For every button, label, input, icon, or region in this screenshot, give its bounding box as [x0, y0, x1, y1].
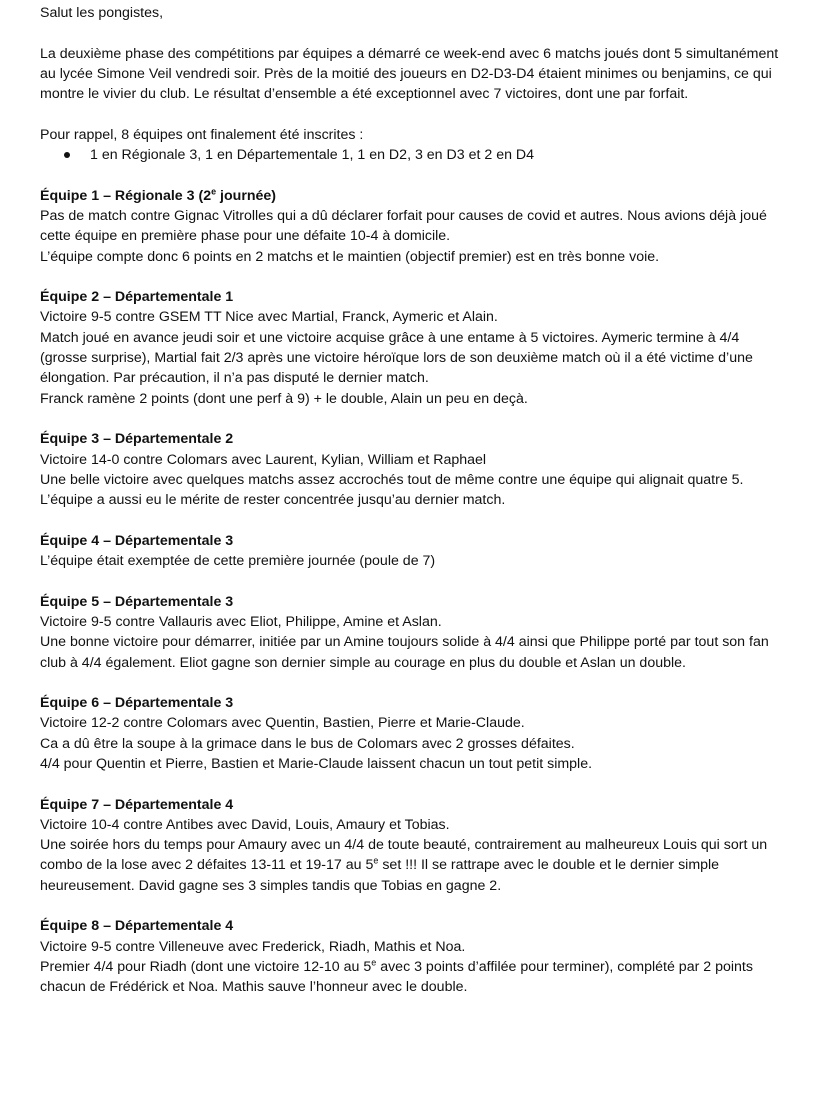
team-8-line: Victoire 9-5 contre Villeneuve avec Frederick, Riadh, Mathis et Noa. — [40, 938, 466, 955]
team-3-line: Victoire 14-0 contre Colomars avec Laurent, Kylian, William et Raphael — [40, 451, 487, 468]
team-1-heading-tail: journée) — [216, 187, 277, 204]
team-2-line: Franck ramène 2 points (dont une perf à 9) + le double, Alain un peu en deçà. — [40, 390, 528, 407]
team-4-line: L’équipe était exemptée de cette première journée (poule de 7) — [40, 553, 436, 570]
bullet-icon — [64, 152, 70, 158]
spacer — [40, 23, 785, 43]
team-2-line: Match joué en avance jeudi soir et une victoire acquise grâce à une entame à 5 victoires. Aymeric termine à 4/4 (grosse surprise), Martial fait 2/3 après une victoire héroïque lors de son deuxième match où il a été victime d’une élongation. Par précaution, il n’a pas disputé le dernier match. — [40, 329, 753, 387]
intro-paragraph: La deuxième phase des compétitions par équipes a démarré ce week-end avec 6 matchs joués dont 5 simultanément au lycée Simone Veil vendredi soir. Près de la moitié des joueurs en D2-D3-D4 étaient minimes ou benjamins, ce qui montre le vivier du club. Le résultat d’ensemble a été exceptionnel avec 7 victoires, dont une par forfait. — [40, 45, 779, 103]
spacer — [40, 165, 785, 185]
team-3-line: Une belle victoire avec quelques matchs assez accrochés tout de même contre une équipe qui alignait quatre 5. L’équipe a aussi eu le mérite de rester concentrée jusqu’au dernier match. — [40, 471, 744, 509]
spacer — [40, 267, 785, 287]
team-8-rich-after: avec 3 points d’affilée pour terminer), complété par 2 points chacun de Frédérick et Noa. Mathis sauve l’honneur avec le double. — [40, 958, 753, 996]
spacer — [40, 774, 785, 794]
team-6-line: Victoire 12-2 contre Colomars avec Quentin, Bastien, Pierre et Marie-Claude. — [40, 715, 525, 732]
team-7-rich-line — [40, 835, 785, 896]
team-8-rich-line — [40, 957, 785, 998]
list-item — [64, 145, 785, 165]
spacer — [40, 673, 785, 693]
reminder-list — [40, 145, 785, 165]
team-1-line: L’équipe compte donc 6 points en 2 matchs et le maintien (objectif premier) est en très bonne voie. — [40, 248, 660, 265]
team-6-line: 4/4 pour Quentin et Pierre, Bastien et Marie-Claude laissent chacun un tout petit simple. — [40, 755, 593, 772]
spacer — [40, 510, 785, 530]
team-8-rich-sup: e — [371, 957, 377, 968]
team-2-heading: Équipe 2 – Départementale 1 — [40, 289, 234, 306]
spacer — [40, 896, 785, 916]
team-1-heading-sup: e — [211, 185, 217, 196]
team-3-heading: Équipe 3 – Départementale 2 — [40, 431, 234, 448]
team-7-rich-after: set !!! Il se rattrape avec le double et le dernier simple heureusement. David gagne ses 3 simples tandis que Tobias en gagne 2. — [40, 857, 720, 894]
team-5-line: Une bonne victoire pour démarrer, initiée par un Amine toujours solide à 4/4 ainsi que Philippe porté par tout son fan club à 4/4 également. Eliot gagne son dernier simple au courage en plus du double et Aslan un double. — [40, 634, 769, 671]
spacer — [40, 409, 785, 429]
team-6-heading: Équipe 6 – Départementale 3 — [40, 695, 234, 712]
team-8-heading: Équipe 8 – Départementale 4 — [40, 918, 234, 935]
team-1-line: Pas de match contre Gignac Vitrolles qui a dû déclarer forfait pour causes de covid et autres. Nous avions déjà joué cette équipe en première phase pour une défaite 10-4 à domicile. — [40, 207, 767, 245]
team-5-line: Victoire 9-5 contre Vallauris avec Eliot, Philippe, Amine et Aslan. — [40, 613, 442, 630]
team-4-heading: Équipe 4 – Départementale 3 — [40, 532, 234, 549]
spacer — [40, 571, 785, 591]
team-7-rich-before: Une soirée hors du temps pour Amaury avec un 4/4 de toute beauté, contrairement au malheureux Louis qui sort un combo de la lose avec 2 défaites 13-11 et 19-17 au 5 — [40, 837, 768, 874]
team-1-heading — [40, 186, 785, 206]
team-6-line: Ca a dû être la soupe à la grimace dans le bus de Colomars avec 2 grosses défaites. — [40, 735, 575, 752]
team-7-rich-sup: e — [373, 855, 379, 866]
team-2-line: Victoire 9-5 contre GSEM TT Nice avec Martial, Franck, Aymeric et Alain. — [40, 309, 498, 326]
team-1-heading-main: Équipe 1 – Régionale 3 (2 — [40, 187, 212, 204]
team-5-heading: Équipe 5 – Départementale 3 — [40, 593, 234, 610]
reminder-text: Pour rappel, 8 équipes ont finalement été inscrites : — [40, 126, 364, 143]
team-7-heading: Équipe 7 – Départementale 4 — [40, 796, 234, 813]
greeting: Salut les pongistes, — [40, 5, 164, 21]
team-7-line: Victoire 10-4 contre Antibes avec David, Louis, Amaury et Tobias. — [40, 816, 450, 833]
team-8-rich-before: Premier 4/4 pour Riadh (dont une victoire 12-10 au 5 — [40, 958, 372, 975]
list-item-text: 1 en Régionale 3, 1 en Départementale 1, 1 en D2, 3 en D3 et 2 en D4 — [90, 147, 535, 164]
spacer — [40, 104, 785, 124]
